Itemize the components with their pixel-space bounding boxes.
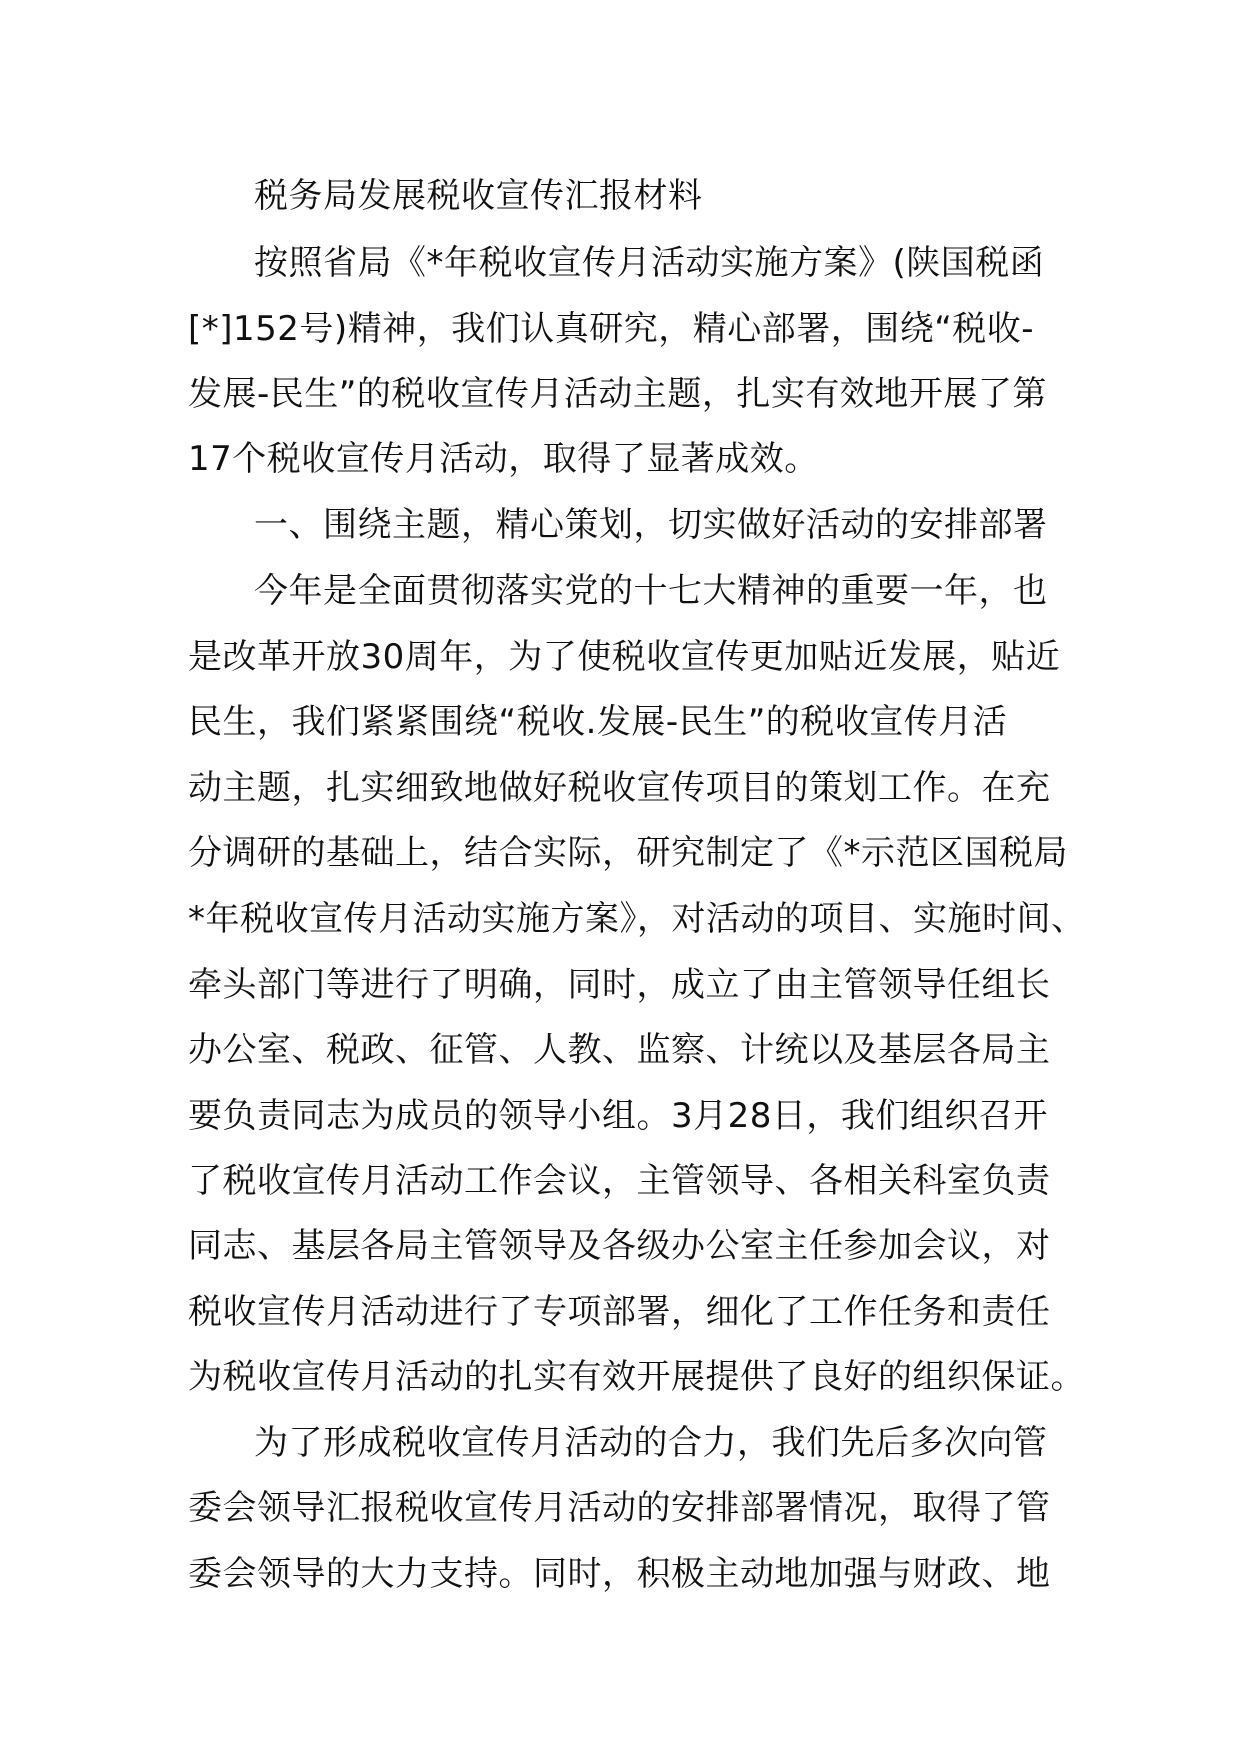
paragraph-line: 为了形成税收宣传月活动的合力，我们先后多次向管 — [254, 1423, 1048, 1463]
paragraph-line: 民生，我们紧紧围绕“税收.发展-民生”的税收宣传月活 — [188, 702, 1008, 742]
document-title: 税务局发展税收宣传汇报材料 — [254, 176, 703, 216]
paragraph-line: 动主题，扎实细致地做好税收宣传项目的策划工作。在充 — [188, 768, 1051, 808]
paragraph-line: *年税收宣传月活动实施方案》，对活动的项目、实施时间、 — [188, 899, 1086, 939]
paragraph-line: 同志、基层各局主管领导及各级办公室主任参加会议，对 — [188, 1226, 1051, 1266]
paragraph-line: 今年是全面贯彻落实党的十七大精神的重要一年，也 — [254, 571, 1048, 611]
paragraph-line: 牵头部门等进行了明确，同时，成立了由主管领导任组长 — [188, 965, 1051, 1005]
paragraph-line: 分调研的基础上，结合实际，研究制定了《*示范区国税局 — [188, 833, 1068, 873]
paragraph-line: 17个税收宣传月活动，取得了显著成效。 — [188, 439, 819, 479]
paragraph-line: 为税收宣传月活动的扎实有效开展提供了良好的组织保证。 — [188, 1357, 1085, 1397]
paragraph-line: 税收宣传月活动进行了专项部署，细化了工作任务和责任 — [188, 1292, 1051, 1332]
section-heading: 一、围绕主题，精心策划，切实做好活动的安排部署 — [254, 505, 1048, 545]
paragraph-line: 要负责同志为成员的领导小组。3月28日，我们组织召开 — [188, 1096, 1048, 1136]
paragraph-line: 委会领导汇报税收宣传月活动的安排部署情况，取得了管 — [188, 1488, 1051, 1528]
paragraph-line: 是改革开放30周年，为了使税收宣传更加贴近发展，贴近 — [188, 637, 1061, 677]
paragraph-line: 按照省局《*年税收宣传月活动实施方案》(陕国税函 — [254, 243, 1045, 283]
paragraph-line: 了税收宣传月活动工作会议，主管领导、各相关科室负责 — [188, 1161, 1051, 1201]
paragraph-line: 委会领导的大力支持。同时，积极主动地加强与财政、地 — [188, 1554, 1051, 1594]
paragraph-line: 发展-民生”的税收宣传月活动主题，扎实有效地开展了第 — [188, 374, 1047, 414]
paragraph-line: 办公室、税政、征管、人教、监察、计统以及基层各局主 — [188, 1030, 1051, 1070]
paragraph-line: [*]152号)精神，我们认真研究，精心部署，围绕“税收- — [188, 309, 1035, 349]
